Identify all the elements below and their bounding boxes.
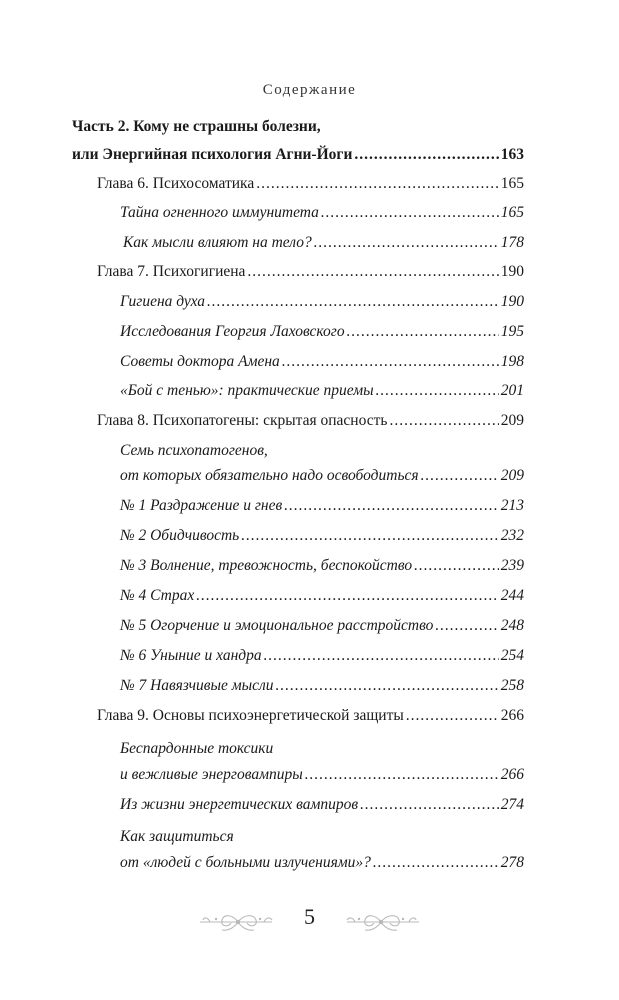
entry-page: 274 bbox=[500, 796, 524, 813]
entry-page: 165 bbox=[500, 204, 524, 221]
entry-title: Глава 8. Психопатогены: скрытая опасность bbox=[97, 412, 388, 429]
entry-page: 266 bbox=[500, 707, 524, 724]
toc-entry[interactable] bbox=[120, 381, 524, 401]
part-title-line1[interactable]: Часть 2. Кому не страшны болезни, bbox=[72, 118, 321, 135]
entry-title: и вежливые энерговампиры bbox=[120, 766, 303, 783]
entry-page: 213 bbox=[500, 497, 524, 514]
entry-page: 198 bbox=[500, 353, 524, 370]
entry-page: 239 bbox=[500, 557, 524, 574]
running-header: Содержание bbox=[262, 82, 357, 98]
leader-dots bbox=[207, 292, 499, 312]
toc-entry[interactable] bbox=[120, 853, 524, 873]
toc-entry[interactable] bbox=[120, 765, 524, 785]
right-floral-ornament-icon bbox=[341, 910, 421, 934]
entry-page: 190 bbox=[500, 263, 524, 280]
entry-title: Советы доктора Амена bbox=[120, 353, 280, 370]
toc-entry-chapter-6[interactable] bbox=[97, 174, 524, 194]
entry-title: № 4 Страх bbox=[120, 587, 195, 604]
entry-title: Глава 9. Основы психоэнергетической защиты bbox=[97, 707, 404, 724]
entry-title: № 7 Навязчивые мысли bbox=[120, 677, 274, 694]
entry-page: 178 bbox=[500, 234, 524, 251]
toc-entry[interactable] bbox=[120, 292, 524, 312]
leader-dots bbox=[354, 145, 498, 165]
entry-page: 165 bbox=[500, 175, 524, 192]
leader-dots bbox=[247, 262, 498, 282]
entry-title: № 2 Обидчивость bbox=[120, 527, 240, 544]
leader-dots bbox=[305, 765, 499, 785]
toc-entry[interactable] bbox=[120, 586, 524, 606]
entry-title: Исследования Георгия Лаховского bbox=[120, 323, 345, 340]
entry-title: Как мысли влияют на тело? bbox=[123, 234, 312, 251]
leader-dots bbox=[282, 352, 499, 372]
entry-page: 163 bbox=[500, 146, 524, 163]
toc-entry[interactable] bbox=[120, 556, 524, 576]
entry-page: 190 bbox=[500, 293, 524, 310]
entry-title: Гигиена духа bbox=[120, 293, 206, 310]
entry-title: от которых обязательно надо освободиться bbox=[120, 467, 419, 484]
entry-page: 209 bbox=[500, 467, 524, 484]
leader-dots bbox=[321, 203, 499, 223]
leader-dots bbox=[276, 676, 499, 696]
entry-page: 254 bbox=[500, 647, 524, 664]
toc-entry[interactable] bbox=[120, 466, 524, 486]
leader-dots bbox=[241, 526, 499, 546]
leader-dots bbox=[347, 322, 499, 342]
leader-dots bbox=[376, 381, 499, 401]
toc-entry[interactable] bbox=[120, 795, 524, 815]
toc-entry[interactable] bbox=[120, 526, 524, 546]
toc-entry-chapter-7[interactable] bbox=[97, 262, 524, 282]
toc-entry-chapter-9[interactable] bbox=[97, 706, 524, 726]
entry-title: Из жизни энергетических вампиров bbox=[120, 796, 359, 813]
toc-entry[interactable] bbox=[123, 233, 524, 253]
entry-title: № 3 Волнение, тревожность, беспокойство bbox=[120, 557, 413, 574]
entry-title: № 5 Огорчение и эмоциональное расстройство bbox=[120, 617, 434, 634]
page-footer bbox=[0, 900, 619, 940]
entry-title: Тайна огненного иммунитета bbox=[120, 204, 319, 221]
leader-dots bbox=[435, 616, 498, 636]
toc-entry-chapter-8[interactable] bbox=[97, 411, 524, 431]
entry-page: 201 bbox=[500, 382, 524, 399]
toc-entry[interactable] bbox=[120, 203, 524, 223]
leader-dots bbox=[414, 556, 499, 576]
toc-entry-seven-line1[interactable]: Семь психопатогенов, bbox=[120, 442, 268, 459]
leader-dots bbox=[314, 233, 499, 253]
entry-page: 195 bbox=[500, 323, 524, 340]
entry-title: Глава 7. Психогигиена bbox=[97, 263, 246, 280]
leader-dots bbox=[284, 496, 499, 516]
toc-entry[interactable] bbox=[120, 676, 524, 696]
entry-title: «Бой с тенью»: практические приемы bbox=[120, 382, 374, 399]
toc-entry[interactable] bbox=[120, 322, 524, 342]
entry-page: 209 bbox=[500, 412, 524, 429]
toc-entry-protect-line1[interactable]: Как защититься bbox=[120, 828, 234, 845]
entry-title: Глава 6. Психосоматика bbox=[97, 175, 255, 192]
leader-dots bbox=[373, 853, 499, 873]
leader-dots bbox=[421, 466, 499, 486]
entry-title: № 1 Раздражение и гнев bbox=[120, 497, 283, 514]
leader-dots bbox=[264, 646, 499, 666]
entry-title: от «людей с больными излучениями»? bbox=[120, 854, 371, 871]
leader-dots bbox=[406, 706, 499, 726]
leader-dots bbox=[389, 411, 498, 431]
toc-entry[interactable] bbox=[120, 352, 524, 372]
entry-page: 266 bbox=[500, 766, 524, 783]
toc-entry[interactable] bbox=[120, 646, 524, 666]
entry-title: или Энергийная психология Агни-Йоги bbox=[72, 146, 353, 163]
toc-entry[interactable] bbox=[120, 616, 524, 636]
leader-dots bbox=[256, 174, 499, 194]
page-number: 5 bbox=[304, 904, 315, 929]
entry-page: 278 bbox=[500, 854, 524, 871]
entry-title: № 6 Уныние и хандра bbox=[120, 647, 262, 664]
leader-dots bbox=[360, 795, 499, 815]
entry-page: 244 bbox=[500, 587, 524, 604]
leader-dots bbox=[196, 586, 499, 606]
toc-entry-toxic-line1[interactable]: Беспардонные токсики bbox=[120, 740, 274, 757]
toc-entry[interactable] bbox=[120, 496, 524, 516]
entry-page: 258 bbox=[500, 677, 524, 694]
toc-entry-part2[interactable] bbox=[72, 145, 524, 165]
entry-page: 248 bbox=[500, 617, 524, 634]
entry-page: 232 bbox=[500, 527, 524, 544]
